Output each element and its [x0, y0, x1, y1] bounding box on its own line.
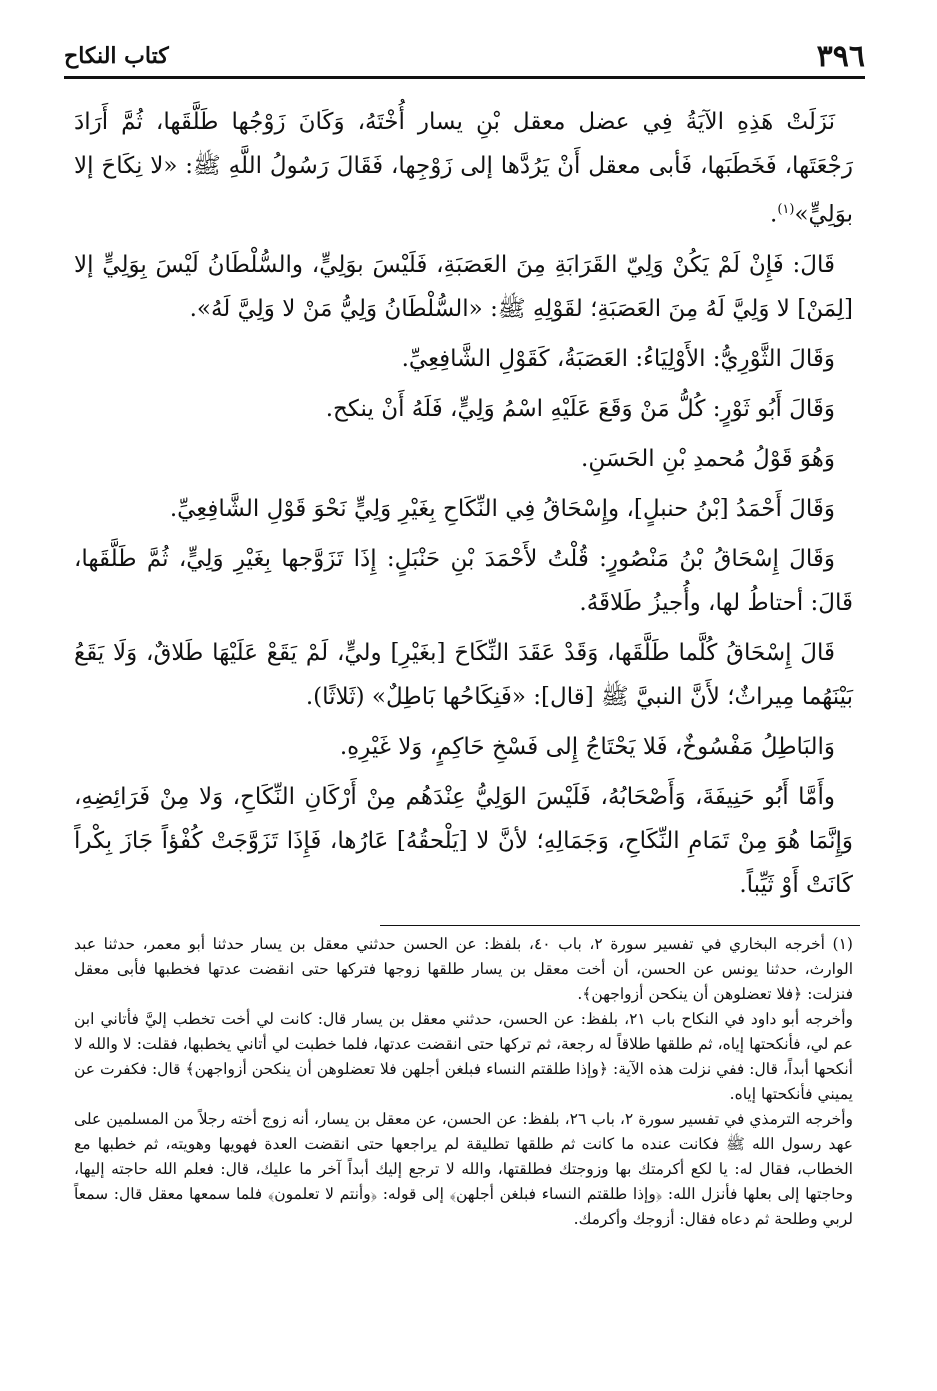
- paragraph-5: وَهُوَ قَوْلُ مُحمدِ بْنِ الحَسَنِ.: [581, 445, 835, 472]
- paragraph-7: وَقَالَ إِسْحَاقُ بْنُ مَنْصُورٍ: قُلْتُ لأَحْمَدَ بْنِ حَنْبَلٍ: إِذَا تَزَوَّجها بِغَيْرِ وَلِيٍّ، ثُمَّ طَلَّقَها، قَالَ: أحتاطُ لها، وأُجيزُ طَلاقَهُ.: [74, 545, 853, 616]
- paragraph-1-text: نَزَلَتْ هَذِهِ الآيَةُ فِي عضل معقل بْنِ يسار أُخْتَهُ، وَكَانَ زَوْجُها طَلَّقَها، ثُمَّ أَرَادَ رَجْعَتَها، فَخَطَبَها، فَأبى معقل أَنْ يَرُدَّها إلى زَوْجِها، فَقَالَ رَسُولُ اللَّهِ ﷺ: «لا نِكَاحَ إلا بوَلِيٍّ»: [74, 109, 853, 228]
- paragraph-4: وَقَالَ أَبُو ثَوْرٍ: كُلُّ مَنْ وَقَعَ عَلَيْهِ اسْمُ وَلِيٍّ، فَلَهُ أَنْ ينكح.: [325, 395, 835, 422]
- paragraph-9: وَالبَاطِلُ مَفْسُوخٌ، فَلا يَحْتَاجُ إِلى فَسْخِ حَاكِمٍ، وَلا غَيْرِهِ.: [339, 733, 835, 760]
- paragraph-6: وَقَالَ أَحْمَدُ [بْنُ حنبلٍ]، وإِسْحَاقُ فِي النِّكَاحِ بِغَيْرِ وَلِيٍّ نَحْوَ قَوْلِ الشَّافِعِيِّ.: [169, 495, 835, 522]
- paragraph-8: قَالَ إِسْحَاقُ كُلَّما طَلَّقَها، وَقَدْ عَقَدَ النِّكَاحَ [بغَيْرِ] وليٍّ، لَمْ يَقَعْ عَلَيْهَا طَلاقٌ، وَلَا يَقَعُ بَيْنَهُما مِيراثٌ؛ لأَنَّ النبيَّ ﷺ [قال]: «فَنِكَاحُها بَاطِلٌ» (ثَلاثًا).: [74, 639, 853, 710]
- footnote-ref-1: (١): [777, 202, 795, 217]
- footnote-3: وأخرجه الترمذي في تفسير سورة ٢، باب ٢٦، بلفظ: عن الحسن، عن معقل بن يسار، أنه زوج أخته رجلاً من المسلمين على عهد رسول الله ﷺ فكانت عنده ما كانت ثم طلقها تطليقة لم يراجعها حتى انقضت العدة فهويها وهويته، ثم خطبها مع الخطاب، فقال له: يا لكع أكرمتك بها وزوجتك فطلقتها، والله لا ترجع إليك أبداً آخر ما عليك، قال: فعلم الله حاجته إليها، وحاجتها إلى بعلها فأنزل الله: ﴿وإذا طلقتم النساء فبلغن أجلهن﴾ إلى قوله: ﴿وأنتم لا تعلمون﴾ فلما سمعها معقل قال: سمعاً لربي وطلحة ثم دعاه فقال: أزوجك وأكرمك.: [74, 1110, 853, 1228]
- page-number: ٣٩٦: [816, 38, 865, 74]
- paragraph-2: قَالَ: فَإِنْ لَمْ يَكُنْ وَلِيّ القَرَابَةِ مِنَ العَصَبَةِ، فَلَيْسَ بوَلِيٍّ، والسُّلْطَانُ لَيْسَ بِوَلِيٍّ إلا [لِمَنْ] لا وَلِيَّ لَهُ مِنَ العَصَبَةِ؛ لقَوْلِهِ ﷺ: «السُّلْطَانُ وَلِيُّ مَنْ لا وَلِيَّ لَهُ».: [74, 251, 853, 322]
- main-text: [74, 100, 853, 913]
- footnote-1: (١) أخرجه البخاري في تفسير سورة ٢، باب ٤٠، بلفظ: عن الحسن حدثني معقل بن يسار حدثنا أبو معمر، حدثنا عبد الوارث، حدثنا يونس عن الحسن، أن أخت معقل بن يسار طلقها زوجها فتركها حتى انقضت عدتها فخطبها فأبى معقل فنزلت: ﴿فلا تعضلوهن أن ينكحن أزواجهن﴾.: [74, 935, 853, 1003]
- footnotes: [74, 932, 853, 1232]
- chapter-title: كتاب النكاح: [64, 43, 169, 69]
- paragraph-3: وَقَالَ الثَّوْرِيُّ: الأَوْلِيَاءُ: العَصَبَةُ، كَقَوْلِ الشَّافِعِيِّ.: [401, 345, 835, 372]
- footnote-2: وأخرجه أبو داود في النكاح باب ٢١، بلفظ: عن الحسن، حدثني معقل بن يسار قال: كانت لي أخت تخطب إليَّ فأتاني ابن عم لي، فأنكحتها إياه، ثم طلقها طلاقاً له رجعة، ثم تركها حتى انقضت عدتها، فلما خطبت لي أتاني يخطبها، فقلت: لا والله لا أنكحها أبداً، قال: ففي نزلت هذه الآية: ﴿وإذا طلقتم النساء فبلغن أجلهن فلا تعضلوهن أن ينكحن أزواجهن﴾ قال: فكفرت عن يميني فأنكحتها إياه.: [74, 1010, 853, 1103]
- paragraph-10: وأَمَّا أَبُو حَنِيفَةَ، وَأَصْحَابُهُ، فَلَيْسَ الوَلِيُّ عِنْدَهُم مِنْ أَرْكَانِ النِّكَاحِ، وَلا مِنْ فَرَائِضِهِ، وَإِنَّمَا هُوَ مِنْ تَمَامِ النِّكَاحِ، وَجَمَالِهِ؛ لأنَّ لا [يَلْحقُهُ] عَارُها، فَإِذَا تَزَوَّجَتْ كُفْؤاً جَازَ بِكْراً كَانَتْ أَوْ ثَيِّباً.: [74, 783, 853, 898]
- paragraph-1: نَزَلَتْ هَذِهِ الآيَةُ فِي عضل معقل بْنِ يسار أُخْتَهُ، وَكَانَ زَوْجُها طَلَّقَها، ثُمَّ أَرَادَ رَجْعَتَها، فَخَطَبَها، فَأبى معقل أَنْ يَرُدَّها إلى زَوْجِها، فَقَالَ رَسُولُ اللَّهِ ﷺ: «لا نِكَاحَ إلا بوَلِيٍّ»$^{(١)}$.: [74, 109, 853, 228]
- page-header: [64, 36, 865, 79]
- footnote-separator: [380, 925, 860, 926]
